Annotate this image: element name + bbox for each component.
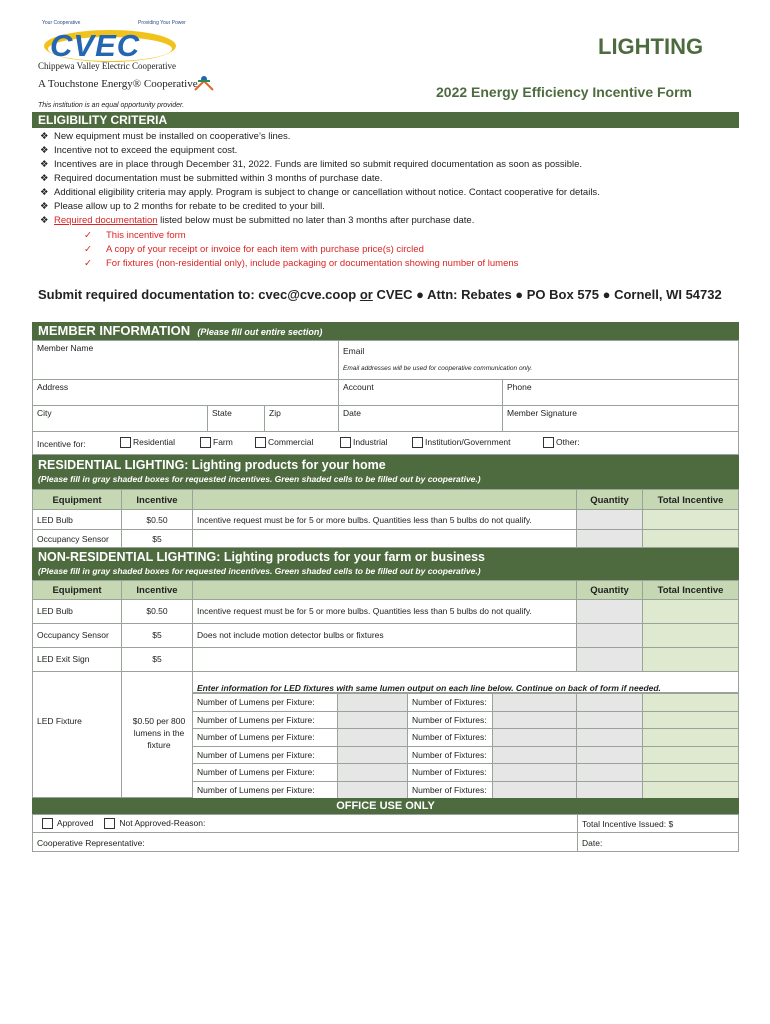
check-icon: ✓ (84, 230, 92, 241)
signature-field[interactable]: Member Signature (502, 405, 739, 432)
nonres-heading: NON-RESIDENTIAL LIGHTING: Lighting products for your farm or business (Please fill in gray shaded boxes for requested incentives. Green shaded cells to be filled out by cooperative.) (32, 548, 739, 580)
nonres-equipment: LED Exit Sign (32, 647, 122, 672)
lumens-label: Number of Lumens per Fixture: (192, 728, 338, 747)
lumens-label: Number of Lumens per Fixture: (192, 781, 338, 800)
submit-line: Submit required documentation to: cvec@cve.coop or CVEC ● Attn: Rebates ● PO Box 575 ● Cornell, WI 54732 (38, 287, 722, 302)
res-note: Incentive request must be for 5 or more bulbs. Quantities less than 5 bulbs do not qualify. (192, 509, 577, 530)
logo-tagline-right: Providing Your Power (138, 20, 186, 26)
office-heading: OFFICE USE ONLY (32, 798, 739, 814)
option-other[interactable]: Other: (543, 437, 580, 448)
eligibility-heading: ELIGIBILITY CRITERIA (32, 112, 739, 128)
member-heading: MEMBER INFORMATION (Please fill out entire section) (32, 322, 739, 340)
account-field[interactable]: Account (338, 379, 503, 406)
fixture-quantity-input[interactable] (576, 781, 643, 800)
nonres-incentive: $0.50 (121, 599, 193, 624)
fixtures-input[interactable] (492, 711, 577, 730)
fixture-total-cell (642, 746, 739, 765)
fixtures-label: Number of Fixtures: (407, 693, 493, 712)
col-quantity: Quantity (576, 580, 643, 600)
address-field[interactable]: Address (32, 379, 339, 406)
criteria-item: ❖ Required documentation must be submitted within 3 months of purchase date. (40, 173, 383, 184)
required-documentation-link[interactable]: Required documentation (54, 215, 158, 226)
col-equipment: Equipment (32, 580, 122, 600)
doc-item: ✓ This incentive form (84, 230, 186, 241)
col-incentive: Incentive (121, 580, 193, 600)
nonres-total-cell (642, 647, 739, 672)
fixture-total-cell (642, 728, 739, 747)
col-spacer (192, 580, 577, 600)
residential-heading: RESIDENTIAL LIGHTING: Lighting products for your home (Please fill in gray shaded boxes for requested incentives. Green shaded cells to be filled out by cooperative.) (32, 455, 739, 489)
fixture-quantity-input[interactable] (576, 746, 643, 765)
lumens-input[interactable] (337, 781, 408, 800)
nonres-quantity-input[interactable] (576, 623, 643, 648)
criteria-item: ❖ Required documentation listed below must be submitted no later than 3 months after purchase date. (40, 215, 475, 226)
nonres-equipment: Occupancy Sensor (32, 623, 122, 648)
fixtures-input[interactable] (492, 781, 577, 800)
logo-tagline-left: Your Cooperative (42, 20, 81, 26)
checkbox[interactable] (412, 437, 423, 448)
page-title: LIGHTING (598, 34, 704, 59)
representative-field[interactable]: Cooperative Representative: (32, 832, 578, 852)
criteria-item: ❖ Additional eligibility criteria may apply. Program is subject to change or cancellation without notice. Contact cooperative for details. (40, 187, 600, 198)
fixture-total-cell (642, 693, 739, 712)
total-issued-field[interactable]: Total Incentive Issued: $ (577, 814, 739, 833)
lumens-label: Number of Lumens per Fixture: (192, 763, 338, 782)
member-name-field[interactable]: Member Name (32, 340, 339, 380)
fixtures-input[interactable] (492, 746, 577, 765)
res-total-cell (642, 529, 739, 548)
fixture-incentive: $0.50 per 800 lumens in the fixture (121, 671, 193, 798)
nonres-quantity-input[interactable] (576, 599, 643, 624)
res-incentive: $0.50 (121, 509, 193, 530)
res-quantity-input[interactable] (576, 509, 643, 530)
email-field[interactable]: Email Email addresses will be used for cooperative communication only. (338, 340, 739, 380)
date-field[interactable]: Date (338, 405, 503, 432)
nonres-note: Incentive request must be for 5 or more bulbs. Quantities less than 5 bulbs do not qualify. (192, 599, 577, 624)
checkbox[interactable] (340, 437, 351, 448)
email-note: Email addresses will be used for cooperative communication only. (343, 365, 533, 372)
fixtures-input[interactable] (492, 728, 577, 747)
form-subtitle: 2022 Energy Efficiency Incentive Form (436, 84, 692, 100)
city-field[interactable]: City (32, 405, 208, 432)
fixture-total-cell (642, 763, 739, 782)
incentive-for-row: Incentive for: (32, 431, 739, 455)
nonres-incentive: $5 (121, 647, 193, 672)
fixtures-label: Number of Fixtures: (407, 728, 493, 747)
lumens-input[interactable] (337, 728, 408, 747)
checkbox[interactable] (120, 437, 131, 448)
col-incentive: Incentive (121, 489, 193, 510)
option-commercial[interactable]: Commercial (255, 437, 313, 448)
lumens-input[interactable] (337, 711, 408, 730)
res-equipment: Occupancy Sensor (32, 529, 122, 548)
lumens-input[interactable] (337, 763, 408, 782)
fixture-total-cell (642, 711, 739, 730)
res-quantity-input[interactable] (576, 529, 643, 548)
logo-letters: CVEC (50, 28, 141, 63)
option-institution[interactable]: Institution/Government (412, 437, 511, 448)
nonres-total-cell (642, 599, 739, 624)
col-total: Total Incentive (642, 489, 739, 510)
nonres-incentive: $5 (121, 623, 193, 648)
fixture-quantity-input[interactable] (576, 711, 643, 730)
member-note: (Please fill out entire section) (197, 327, 323, 337)
col-equipment: Equipment (32, 489, 122, 510)
touchstone-text: A Touchstone Energy® Cooperative (38, 78, 198, 90)
not-approved-option[interactable]: Not Approved-Reason: (104, 818, 205, 829)
lumens-label: Number of Lumens per Fixture: (192, 711, 338, 730)
residential-note: (Please fill in gray shaded boxes for requested incentives. Green shaded cells to be filled out by cooperative.) (38, 474, 481, 484)
criteria-item: ❖ Incentives are in place through December 31, 2022. Funds are limited so submit required documentation as soon as possible. (40, 159, 583, 170)
doc-item: ✓ For fixtures (non-residential only), include packaging or documentation showing number of lumens (84, 258, 519, 269)
fixtures-label: Number of Fixtures: (407, 781, 493, 800)
res-total-cell (642, 509, 739, 530)
nonres-total-cell (642, 623, 739, 648)
nonres-note: (Please fill in gray shaded boxes for requested incentives. Green shaded cells to be filled out by cooperative.) (38, 566, 481, 576)
state-field[interactable]: State (207, 405, 265, 432)
lumens-label: Number of Lumens per Fixture: (192, 746, 338, 765)
fixtures-label: Number of Fixtures: (407, 711, 493, 730)
checkbox[interactable] (543, 437, 554, 448)
fixture-quantity-input[interactable] (576, 693, 643, 712)
zip-field[interactable]: Zip (264, 405, 339, 432)
criteria-item: ❖ Please allow up to 2 months for rebate to be credited to your bill. (40, 201, 325, 212)
phone-field[interactable]: Phone (502, 379, 739, 406)
nonres-note: Does not include motion detector bulbs or fixtures (192, 623, 577, 648)
nonres-quantity-input[interactable] (576, 647, 643, 672)
fixture-instructions: Enter information for LED fixtures with same lumen output on each line below. Continue on back of form if needed. (192, 671, 739, 693)
option-farm[interactable]: Farm (200, 437, 233, 448)
res-incentive: $5 (121, 529, 193, 548)
fixture-equipment: LED Fixture (32, 671, 122, 798)
fixture-quantity-input[interactable] (576, 763, 643, 782)
fixture-total-cell (642, 781, 739, 800)
res-note (192, 529, 577, 548)
touchstone-icon (193, 72, 215, 92)
checkbox[interactable] (42, 818, 53, 829)
nonres-equipment: LED Bulb (32, 599, 122, 624)
fixtures-label: Number of Fixtures: (407, 746, 493, 765)
fixture-quantity-input[interactable] (576, 728, 643, 747)
doc-item: ✓ A copy of your receipt or invoice for each item with purchase price(s) circled (84, 244, 424, 255)
checkbox[interactable] (200, 437, 211, 448)
fixtures-input[interactable] (492, 693, 577, 712)
criteria-item: ❖ New equipment must be installed on cooperative’s lines. (40, 131, 291, 142)
lumens-input[interactable] (337, 693, 408, 712)
option-industrial[interactable]: Industrial (340, 437, 388, 448)
criteria-item: ❖ Incentive not to exceed the equipment cost. (40, 145, 238, 156)
res-equipment: LED Bulb (32, 509, 122, 530)
col-spacer (192, 489, 577, 510)
lumens-input[interactable] (337, 746, 408, 765)
lumens-label: Number of Lumens per Fixture: (192, 693, 338, 712)
office-date-field[interactable]: Date: (577, 832, 739, 852)
option-residential[interactable]: Residential (120, 437, 175, 448)
check-icon: ✓ (84, 258, 92, 269)
fixtures-label: Number of Fixtures: (407, 763, 493, 782)
col-total: Total Incentive (642, 580, 739, 600)
check-icon: ✓ (84, 244, 92, 255)
equal-opportunity: This institution is an equal opportunity provider. (38, 102, 185, 109)
nonres-note (192, 647, 577, 672)
col-quantity: Quantity (576, 489, 643, 510)
submit-or: or (359, 287, 373, 302)
checkbox[interactable] (255, 437, 266, 448)
logo-org-name: Chippewa Valley Electric Cooperative (38, 61, 177, 71)
checkbox[interactable] (104, 818, 115, 829)
fixtures-input[interactable] (492, 763, 577, 782)
approved-option[interactable]: Approved (42, 818, 93, 829)
